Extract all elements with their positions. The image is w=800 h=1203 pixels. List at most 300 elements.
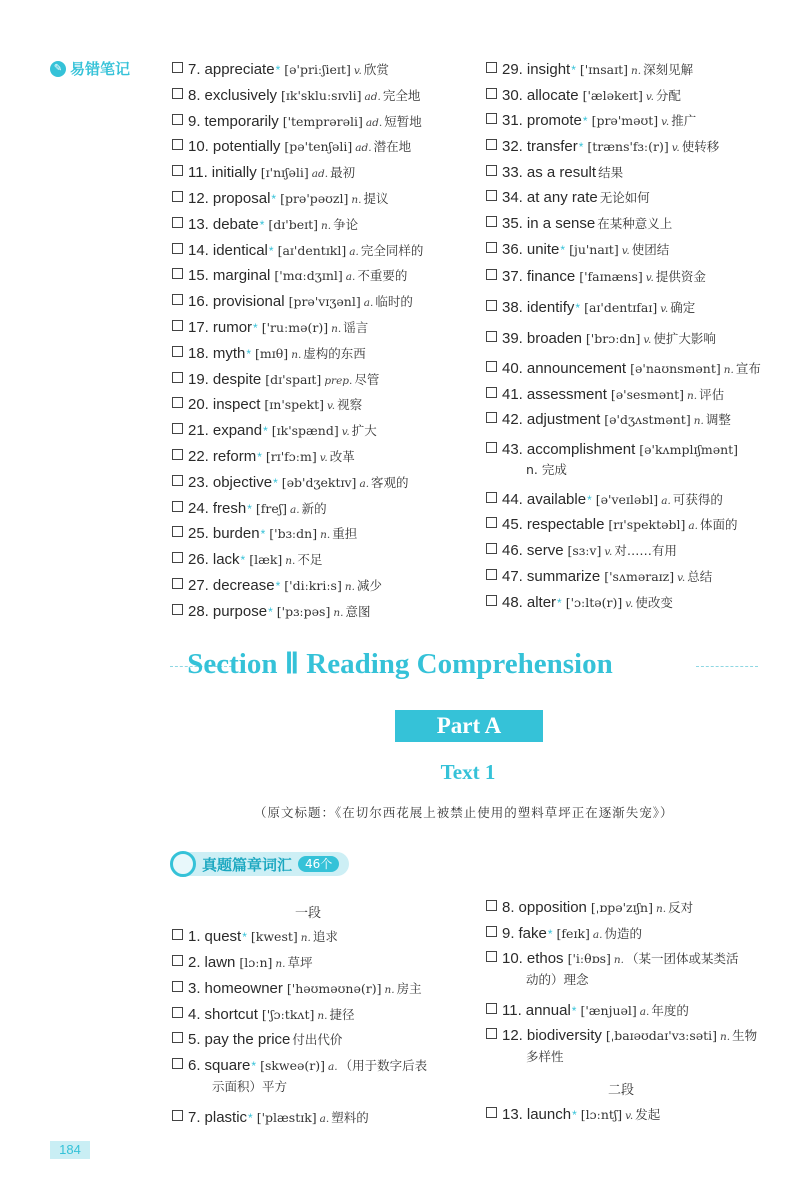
star-mark: * <box>271 192 277 206</box>
item-number: 6. <box>188 1057 201 1074</box>
vocab-item <box>486 298 695 319</box>
vocab-word: insight <box>526 61 571 78</box>
vocab-item <box>486 1001 689 1022</box>
checkbox-icon <box>172 243 183 254</box>
item-number: 20. <box>188 396 209 414</box>
definition: 完全地 <box>382 87 421 103</box>
item-number: 36. <box>502 241 523 258</box>
vocab-word: appreciate <box>204 61 275 78</box>
part-of-speech: a. <box>359 477 370 490</box>
vocab-item <box>486 329 716 350</box>
star-mark: * <box>547 927 553 941</box>
item-number: 18. <box>188 344 209 362</box>
item-number: 22. <box>188 448 209 465</box>
definition: 捷径 <box>329 1007 355 1022</box>
checkbox-icon <box>172 501 183 512</box>
item-number: 29. <box>502 61 523 78</box>
definition: 谣言 <box>343 320 369 335</box>
part-of-speech: v. <box>341 426 350 439</box>
item-number: 27. <box>188 577 209 594</box>
phonetic: ['pɜːpəs] <box>276 603 331 619</box>
vocab-item <box>172 953 313 974</box>
phonetic: ['brɔːdn] <box>585 331 641 346</box>
vocab-item <box>486 949 739 990</box>
vocab-item <box>486 86 681 107</box>
definition-continued: n. 完成 <box>526 462 567 477</box>
part-of-speech: ad. <box>355 142 372 155</box>
phonetic: [ə'veɪləbl] <box>595 492 659 507</box>
phonetic: [freʃ] <box>255 500 288 516</box>
star-mark: * <box>260 527 266 542</box>
vocab-word: available <box>526 491 587 508</box>
item-number: 7. <box>188 61 201 78</box>
definition: 使扩大影响 <box>653 331 716 346</box>
definition: 客观的 <box>371 474 409 490</box>
item-number: 14. <box>188 241 209 259</box>
definition: 推广 <box>671 113 697 128</box>
part-of-speech: v. <box>604 546 613 558</box>
definition: 提议 <box>363 191 389 206</box>
item-number: 9. <box>188 112 201 130</box>
item-number: 39. <box>502 330 523 347</box>
item-number: 28. <box>188 602 209 620</box>
part-of-speech: n. <box>317 1010 328 1022</box>
checkbox-icon <box>172 1058 183 1069</box>
item-number: 10. <box>188 138 209 156</box>
item-number: 43. <box>502 441 523 458</box>
checkbox-icon <box>172 139 183 150</box>
definition: 反对 <box>668 900 694 915</box>
definition: 塑料的 <box>331 1110 369 1125</box>
checkbox-icon <box>172 88 183 99</box>
definition: 改革 <box>329 449 355 464</box>
definition: 视察 <box>337 397 363 413</box>
vocab-word: respectable <box>526 516 605 533</box>
checkbox-icon <box>486 139 497 150</box>
vocab-word: homeowner <box>204 980 283 997</box>
vocab-word: provisional <box>212 293 285 311</box>
definition: 评估 <box>699 387 725 402</box>
vocab-item <box>486 567 712 588</box>
vocab-item <box>172 550 322 571</box>
vocab-word: launch <box>526 1106 572 1123</box>
phonetic: [dɪ'beɪt] <box>268 216 319 232</box>
item-number: 10. <box>502 950 523 967</box>
phonetic: [læk] <box>249 552 283 568</box>
vocab-word: lawn <box>204 954 236 971</box>
vocab-word: expand <box>212 422 263 440</box>
part-of-speech: n. <box>320 529 331 542</box>
checkbox-icon <box>486 412 497 423</box>
phonetic: [feɪk] <box>556 926 590 941</box>
star-mark: * <box>251 1059 257 1073</box>
star-mark: * <box>273 475 278 490</box>
part-of-speech: v. <box>643 334 652 346</box>
item-number: 46. <box>502 542 523 559</box>
definition: （某一团体或某类活 <box>626 951 739 966</box>
definition: 新的 <box>301 500 327 516</box>
phonetic: [skweə(r)] <box>260 1058 326 1073</box>
checkbox-icon <box>172 449 183 460</box>
definition: 完全同样的 <box>360 242 424 258</box>
vocab-item <box>486 188 650 208</box>
part-of-speech: a. <box>661 495 671 507</box>
item-number: 12. <box>502 1027 523 1044</box>
definition: 确定 <box>670 300 696 315</box>
vocab-item <box>172 1030 342 1050</box>
item-number: 40. <box>502 360 523 377</box>
vocab-item <box>172 292 413 313</box>
checkbox-icon <box>172 268 183 279</box>
vocab-word: fresh <box>212 499 247 517</box>
checkbox-icon <box>172 372 183 383</box>
checkbox-icon <box>172 981 183 992</box>
phonetic: ['həʊməʊnə(r)] <box>286 981 382 996</box>
vocab-item <box>172 241 423 262</box>
vocab-word: accomplishment <box>526 441 636 458</box>
definition: 在某种意义上 <box>597 216 673 231</box>
part-of-speech: prep. <box>324 374 353 387</box>
vocab-item <box>172 395 362 416</box>
checkbox-icon <box>486 361 497 372</box>
checkbox-icon <box>172 423 183 434</box>
item-number: 35. <box>502 215 523 232</box>
checkbox-icon <box>486 300 497 311</box>
vocab-item <box>172 86 420 107</box>
vocab-item <box>172 524 357 545</box>
phonetic: ['temprərəli] <box>282 113 363 129</box>
definition: 可获得的 <box>672 492 723 507</box>
definition: 发起 <box>635 1107 661 1122</box>
logo-text: 易错笔记 <box>70 60 131 78</box>
item-number: 8. <box>188 86 201 104</box>
checkbox-icon <box>172 397 183 408</box>
vocab-word: announcement <box>526 360 627 377</box>
star-mark: * <box>578 140 584 154</box>
vocab-banner <box>170 850 370 878</box>
part-of-speech: n. <box>331 323 342 335</box>
vocab-word: potentially <box>212 138 281 156</box>
definition: 体面的 <box>700 517 738 532</box>
vocab-item <box>172 499 327 520</box>
checkbox-icon <box>486 442 497 453</box>
phonetic: ['æləkeɪt] <box>582 88 643 103</box>
vocab-item <box>486 410 731 431</box>
page-number: 184 <box>50 1141 90 1159</box>
checkbox-icon <box>486 1028 497 1039</box>
item-number: 16. <box>188 293 209 311</box>
checkbox-icon <box>486 88 497 99</box>
vocab-item <box>486 1026 757 1067</box>
text-title: Text 1 <box>440 760 496 784</box>
checkbox-icon <box>486 595 497 606</box>
vocab-item <box>172 979 422 1000</box>
phonetic: [lɔːn] <box>239 955 273 970</box>
phonetic: [ə'sesmənt] <box>610 387 685 402</box>
item-number: 25. <box>188 525 209 543</box>
phonetic: [dɪ'spaɪt] <box>265 371 322 387</box>
item-number: 38. <box>502 299 523 316</box>
star-mark: * <box>571 63 576 77</box>
brand-logo <box>50 58 130 79</box>
original-title: （原文标题：《在切尔西花展上被禁止使用的塑料草坪正在逐渐失宠》） <box>254 805 674 820</box>
definition: 年度的 <box>651 1003 689 1018</box>
definition: 深刻见解 <box>643 62 694 77</box>
vocab-item <box>486 593 673 614</box>
item-number: 7. <box>188 1109 201 1126</box>
definition: 虚构的东西 <box>303 345 366 361</box>
part-of-speech: n. <box>384 984 395 996</box>
definition: 减少 <box>356 578 382 593</box>
checkbox-icon <box>486 190 497 201</box>
vocab-word: lack <box>212 551 240 569</box>
item-number: 48. <box>502 594 523 611</box>
definition: 使转移 <box>681 139 720 154</box>
star-mark: * <box>242 930 247 944</box>
item-number: 5. <box>188 1031 201 1048</box>
phonetic: ['ruːmə(r)] <box>261 320 329 335</box>
vocab-word: broaden <box>526 330 582 347</box>
checkbox-icon <box>486 165 497 176</box>
item-number: 9. <box>502 925 515 942</box>
star-mark: * <box>240 553 246 568</box>
vocab-item <box>486 214 672 234</box>
phonetic: [kwest] <box>250 929 298 944</box>
vocab-item <box>486 359 761 380</box>
part-of-speech: a. <box>345 271 356 284</box>
vocab-item <box>172 1005 354 1026</box>
phonetic: [ə'priːʃieɪt] <box>284 62 351 77</box>
item-number: 17. <box>188 319 209 336</box>
vocab-word: biodiversity <box>526 1027 602 1044</box>
checkbox-icon <box>486 1003 497 1014</box>
checkbox-icon <box>172 526 183 537</box>
definition: 潜在地 <box>373 139 412 155</box>
phonetic: [ˌbaɪəʊdaɪ'vɜːsəti] <box>605 1028 718 1043</box>
part-of-speech: a. <box>688 520 699 532</box>
item-number: 11. <box>502 1002 522 1019</box>
phonetic: [ə'naʊnsmənt] <box>630 361 721 376</box>
vocab-item <box>172 421 377 442</box>
vocab-item <box>172 576 382 597</box>
definition: 调整 <box>705 412 731 427</box>
part-of-speech: v. <box>625 598 634 610</box>
vocab-item <box>486 163 623 183</box>
phonetic: [træns'fɜː(r)] <box>587 139 669 154</box>
phonetic: [ɪk'skluːsɪvli] <box>281 87 362 103</box>
definition: 欣赏 <box>363 62 389 77</box>
phonetic: [ɪ'nɪʃəli] <box>260 165 309 181</box>
definition: 短暂地 <box>384 113 422 129</box>
checkbox-icon <box>486 492 497 503</box>
vocab-item <box>172 344 366 365</box>
part-of-speech: ad. <box>365 116 383 129</box>
vocab-word: shortcut <box>204 1006 258 1023</box>
vocab-item <box>172 602 370 623</box>
part-of-speech: n. <box>291 348 302 361</box>
part-of-speech: a. <box>328 1061 338 1073</box>
item-number: 13. <box>502 1106 523 1123</box>
checkbox-icon <box>486 242 497 253</box>
vocab-item <box>172 318 368 339</box>
phonetic: ['plæstɪk] <box>256 1110 317 1125</box>
checkbox-icon <box>486 216 497 227</box>
phonetic: [pə'tenʃəli] <box>284 139 353 155</box>
vocab-item <box>486 60 693 81</box>
vocab-word: temporarily <box>204 112 279 130</box>
definition: 不足 <box>297 552 323 568</box>
vocab-item <box>486 1105 660 1126</box>
phonetic: ['ɔːltə(r)] <box>565 595 623 610</box>
item-number: 23. <box>188 473 209 491</box>
checkbox-icon <box>486 951 497 962</box>
phonetic: [sɜːv] <box>567 543 602 558</box>
part-of-speech: v. <box>677 572 686 584</box>
checkbox-icon <box>172 1032 183 1043</box>
phonetic: ['bɜːdn] <box>269 526 318 542</box>
item-number: 13. <box>188 215 209 233</box>
item-number: 3. <box>188 980 201 997</box>
checkbox-icon <box>486 900 497 911</box>
definition: 使改变 <box>635 595 673 610</box>
item-number: 11. <box>188 164 208 182</box>
vocab-word: identify <box>526 299 575 316</box>
checkbox-icon <box>172 191 183 202</box>
vocab-word: pay the price <box>204 1031 291 1048</box>
phonetic: [mɪθ] <box>255 345 289 361</box>
checkbox-icon <box>172 294 183 305</box>
vocab-word: exclusively <box>204 86 278 104</box>
phonetic: ['sʌməraɪz] <box>604 569 675 584</box>
magnifier-icon <box>170 851 196 877</box>
definition: 追求 <box>312 929 338 944</box>
vocab-item <box>172 60 389 81</box>
phonetic: [ə'kʌmplɪʃmənt] <box>639 442 739 457</box>
vocab-word: purpose <box>212 602 268 620</box>
part-of-speech: n. <box>720 1031 731 1043</box>
star-mark: * <box>263 424 268 439</box>
vocab-word: summarize <box>526 568 601 585</box>
definition-continued: 多样性 <box>526 1049 564 1064</box>
checkbox-icon <box>486 269 497 280</box>
vocab-item <box>172 447 355 468</box>
part-of-speech: a. <box>363 297 374 310</box>
vocab-word: in a sense <box>526 215 596 232</box>
part-of-speech: n. <box>631 65 642 77</box>
checkbox-icon <box>172 346 183 357</box>
checkbox-icon <box>172 929 183 940</box>
vocab-item <box>486 137 719 158</box>
phonetic: ['iːθɒs] <box>567 951 611 966</box>
vocab-word: plastic <box>204 1109 248 1126</box>
vocab-word: quest <box>204 928 242 945</box>
part-of-speech: n. <box>344 581 355 593</box>
checkbox-icon <box>172 114 183 125</box>
item-number: 41. <box>502 386 523 403</box>
checkbox-icon <box>172 578 183 589</box>
part-of-speech: n. <box>285 555 296 568</box>
phonetic: ['ʃɔːtkʌt] <box>261 1007 315 1022</box>
vocab-word: objective <box>212 473 273 491</box>
checkbox-icon <box>172 320 183 331</box>
definition: 对……有用 <box>614 543 677 558</box>
vocab-item <box>172 266 407 287</box>
part-of-speech: v. <box>319 452 328 464</box>
part-of-speech: v. <box>671 142 680 154</box>
definition: 结果 <box>598 165 624 180</box>
star-mark: * <box>587 493 592 507</box>
definition: 重担 <box>332 526 358 542</box>
vocab-item <box>172 112 422 133</box>
phonetic: [ˌɒpə'zɪʃn] <box>590 900 653 915</box>
vocab-word: as a result <box>526 164 597 181</box>
part-of-speech: n. <box>693 415 704 427</box>
definition: 伪造的 <box>604 926 643 941</box>
definition: 提供资金 <box>655 269 706 284</box>
definition: 生物 <box>732 1028 758 1043</box>
part-of-speech: n. <box>723 364 734 376</box>
part-of-speech: n. <box>613 954 625 966</box>
part-of-speech: a. <box>592 929 603 941</box>
phonetic: [əb'dʒektɪv] <box>281 474 357 490</box>
definition: 无论如何 <box>599 190 650 205</box>
pencil-icon: ✎ <box>50 61 66 77</box>
vocab-word: identical <box>212 241 268 259</box>
item-number: 45. <box>502 516 523 533</box>
item-number: 31. <box>502 112 523 129</box>
vocab-item <box>486 898 693 919</box>
phonetic: [ə'dʒʌstmənt] <box>604 412 691 427</box>
vocab-word: finance <box>526 268 576 285</box>
vocab-item <box>172 189 389 210</box>
checkbox-icon <box>486 113 497 124</box>
item-number: 42. <box>502 411 523 428</box>
vocab-word: fake <box>518 925 547 942</box>
definition-continued: 示面积）平方 <box>212 1079 288 1094</box>
definition: 使团结 <box>631 242 670 257</box>
part-of-speech: n. <box>687 390 698 402</box>
vocab-word: debate <box>212 215 259 233</box>
definition: 草坪 <box>287 955 313 970</box>
star-mark: * <box>253 321 258 335</box>
vocab-word: opposition <box>518 899 587 916</box>
part-of-speech: n. <box>275 958 286 970</box>
part-of-speech: n. <box>351 194 362 206</box>
star-mark: * <box>572 1108 577 1122</box>
checkbox-icon <box>172 552 183 563</box>
checkbox-icon <box>172 217 183 228</box>
definition: 最初 <box>330 165 356 181</box>
vocab-item <box>172 473 409 494</box>
vocab-word: annual <box>525 1002 571 1019</box>
part-of-speech: v. <box>621 245 630 257</box>
checkbox-icon <box>172 165 183 176</box>
part-of-speech: ad. <box>311 168 329 181</box>
definition-continued: 动的）理念 <box>526 972 589 987</box>
item-number: 30. <box>502 87 523 104</box>
vocab-banner-band <box>186 852 349 876</box>
definition: 争论 <box>333 216 359 232</box>
star-mark: * <box>268 243 274 258</box>
item-number: 2. <box>188 954 201 971</box>
item-number: 33. <box>502 164 523 181</box>
vocab-word: square <box>204 1057 251 1074</box>
definition: 分配 <box>655 88 681 103</box>
part-of-speech: ad. <box>364 90 381 103</box>
part-of-speech: v. <box>660 303 669 315</box>
checkbox-icon <box>172 1110 183 1121</box>
vocab-word: despite <box>212 370 262 388</box>
